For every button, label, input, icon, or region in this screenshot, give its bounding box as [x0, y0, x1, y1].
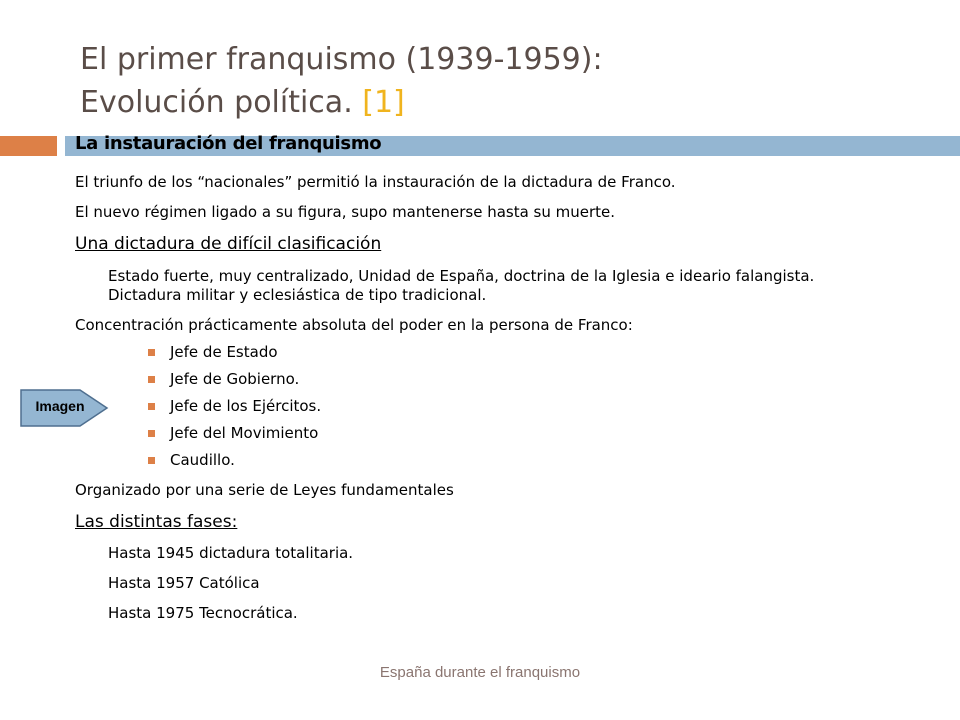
list-item: Caudillo. — [148, 451, 213, 470]
square-bullet-icon — [148, 403, 155, 410]
list-item: Jefe de Gobierno. — [148, 370, 277, 389]
title-line-1: El primer franquismo (1939-1959): — [80, 42, 603, 77]
subheading-phases: Las distintas fases: — [75, 512, 238, 532]
square-bullet-icon — [148, 430, 155, 437]
square-bullet-icon — [148, 349, 155, 356]
phase-item: Hasta 1975 Tecnocrática. — [108, 604, 298, 622]
title-line-2: Evolución política. — [80, 85, 363, 120]
phase-item: Hasta 1957 Católica — [108, 574, 260, 592]
section-header: La instauración del franquismo — [75, 133, 382, 154]
imagen-button-label: Imagen — [35, 398, 85, 414]
list-item: Jefe de los Ejércitos. — [148, 397, 299, 416]
imagen-button[interactable] — [20, 389, 110, 427]
orange-accent-bar — [0, 136, 57, 156]
list-item: Jefe del Movimiento — [148, 424, 296, 443]
square-bullet-icon — [148, 457, 155, 464]
paragraph-3: Estado fuerte, muy centralizado, Unidad de España, doctrina de la Iglesia e ideario falangista. — [108, 267, 815, 285]
square-bullet-icon — [148, 376, 155, 383]
slide-footer: España durante el franquismo — [379, 664, 581, 681]
phase-item: Hasta 1945 dictadura totalitaria. — [108, 544, 354, 562]
paragraph-6: Organizado por una serie de Leyes fundamentales — [75, 481, 454, 499]
title-reference: [1] — [362, 85, 405, 120]
paragraph-1: El triunfo de los “nacionales” permitió la instauración de la dictadura de Franco. — [75, 173, 676, 191]
section-header-band — [65, 133, 960, 156]
subheading-classification: Una dictadura de difícil clasificación — [75, 234, 382, 254]
paragraph-4: Dictadura militar y eclesiástica de tipo tradicional. — [108, 286, 487, 304]
slide-title — [80, 38, 940, 124]
list-item: Jefe de Estado — [148, 343, 256, 362]
paragraph-5: Concentración prácticamente absoluta del poder en la persona de Franco: — [75, 316, 633, 334]
paragraph-2: El nuevo régimen ligado a su figura, supo mantenerse hasta su muerte. — [75, 203, 616, 221]
